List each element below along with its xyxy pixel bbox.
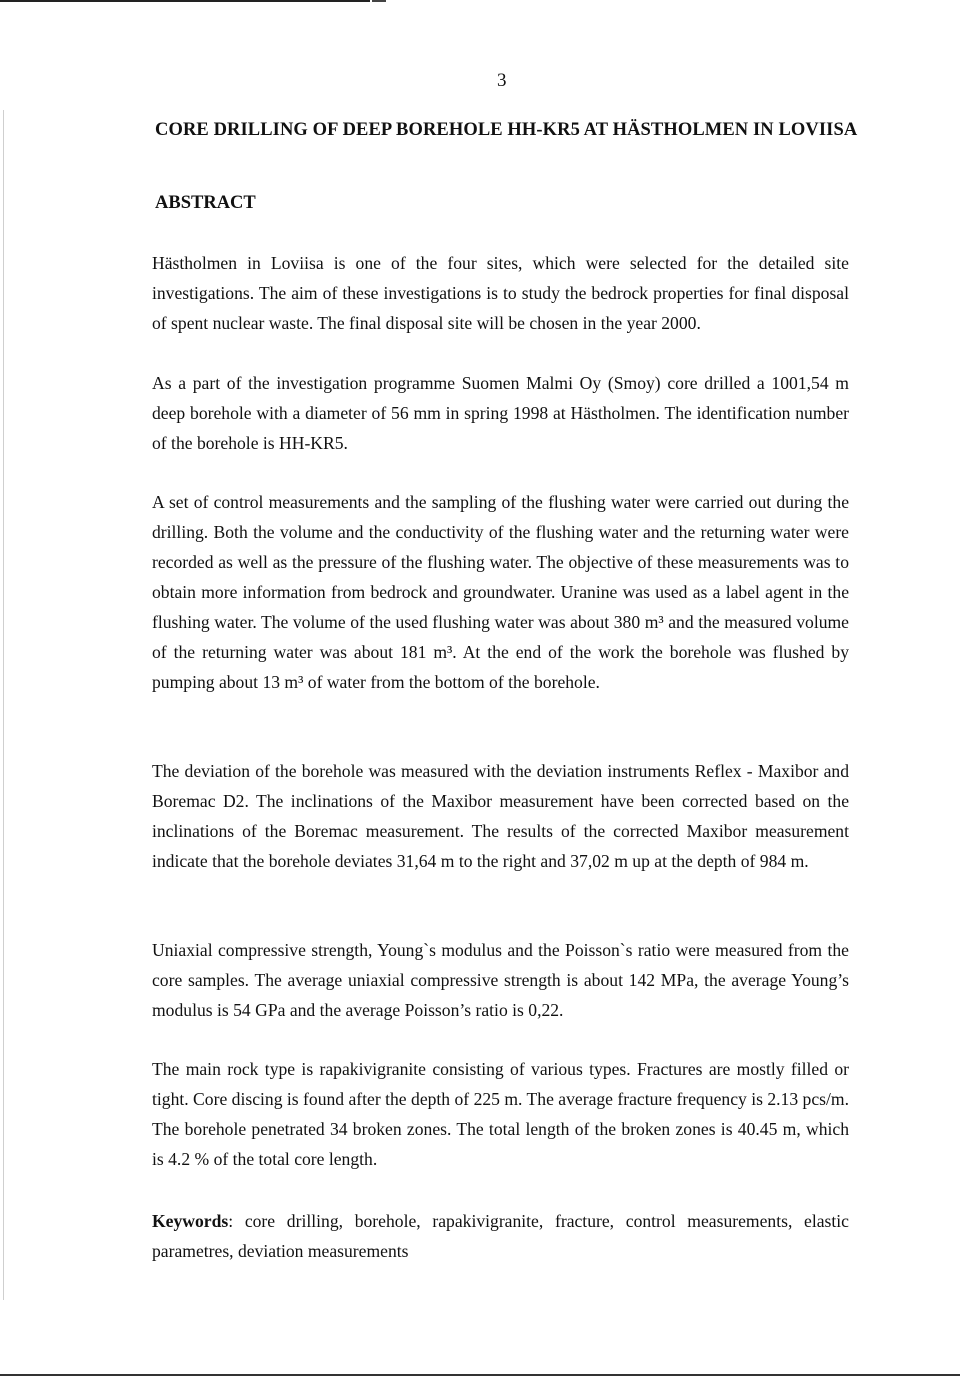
scan-edge-top [0, 0, 370, 2]
document-title: CORE DRILLING OF DEEP BOREHOLE HH-KR5 AT HÄSTHOLMEN IN LOVIISA [155, 120, 858, 140]
keywords-line [152, 1206, 849, 1266]
paragraph-text: Uniaxial compressive strength, Young`s modulus and the Poisson`s ratio were measured from the core samples. The average uniaxial compressive strength is about 142 MPa, the average Young’s modulus is 54 GPa and the average Poisson’s ratio is 0,22. [152, 940, 849, 1020]
keywords-text: : core drilling, borehole, rapakivigranite, fracture, control measurements, elastic parametres, deviation measurements [152, 1211, 849, 1261]
scan-edge-left [3, 110, 4, 1300]
paragraph-text: The deviation of the borehole was measured with the deviation instruments Reflex - Maxibor and Boremac D2. The inclinations of the Maxibor measurement have been corrected based on the inclinations of the Boremac measurement. The results of the corrected Maxibor measurement indicate that the borehole deviates 31,64 m to the right and 37,02 m up at the depth of 984 m. [152, 761, 849, 871]
paragraph-text: As a part of the investigation programme Suomen Malmi Oy (Smoy) core drilled a 1001,54 m deep borehole with a diameter of 56 mm in spring 1998 at Hästholmen. The identification number of the borehole is HH-KR5. [152, 373, 849, 453]
page-number: 3 [497, 70, 507, 91]
keywords-label: Keywords [152, 1211, 229, 1231]
paragraph-site-selection [152, 248, 849, 338]
paragraph-text: A set of control measurements and the sampling of the flushing water were carried out during the drilling. Both the volume and the conductivity of the flushing water and the returning water were recorded as well as the pressure of the flushing water. The objective of these measurements was to obtain more information from bedrock and groundwater. Uranine was used as a label agent in the flushing water. The volume of the used flushing water was about 380 m³ and the measured volume of the returning water was about 181 m³. At the end of the work the borehole was flushed by pumping about 13 m³ of water from the bottom of the borehole. [152, 492, 849, 692]
paragraph-control-measurements [152, 487, 849, 697]
keywords-paragraph [152, 1206, 849, 1266]
paragraph-rock-mechanics [152, 935, 849, 1025]
scan-edge-top-fragment [372, 0, 386, 2]
paragraph-deviation [152, 756, 849, 876]
paragraph-rock-type [152, 1054, 849, 1174]
paragraph-text: The main rock type is rapakivigranite consisting of various types. Fractures are mostly filled or tight. Core discing is found after the depth of 225 m. The average fracture frequency is 2.13 pcs/m. The borehole penetrated 34 broken zones. The total length of the broken zones is 40.45 m, which is 4.2 % of the total core length. [152, 1059, 849, 1169]
section-heading: ABSTRACT [155, 193, 256, 213]
paragraph-drilling [152, 368, 849, 458]
paragraph-text: Hästholmen in Loviisa is one of the four sites, which were selected for the detailed site investigations. The aim of these investigations is to study the bedrock properties for final disposal of spent nuclear waste. The final disposal site will be chosen in the year 2000. [152, 253, 849, 333]
